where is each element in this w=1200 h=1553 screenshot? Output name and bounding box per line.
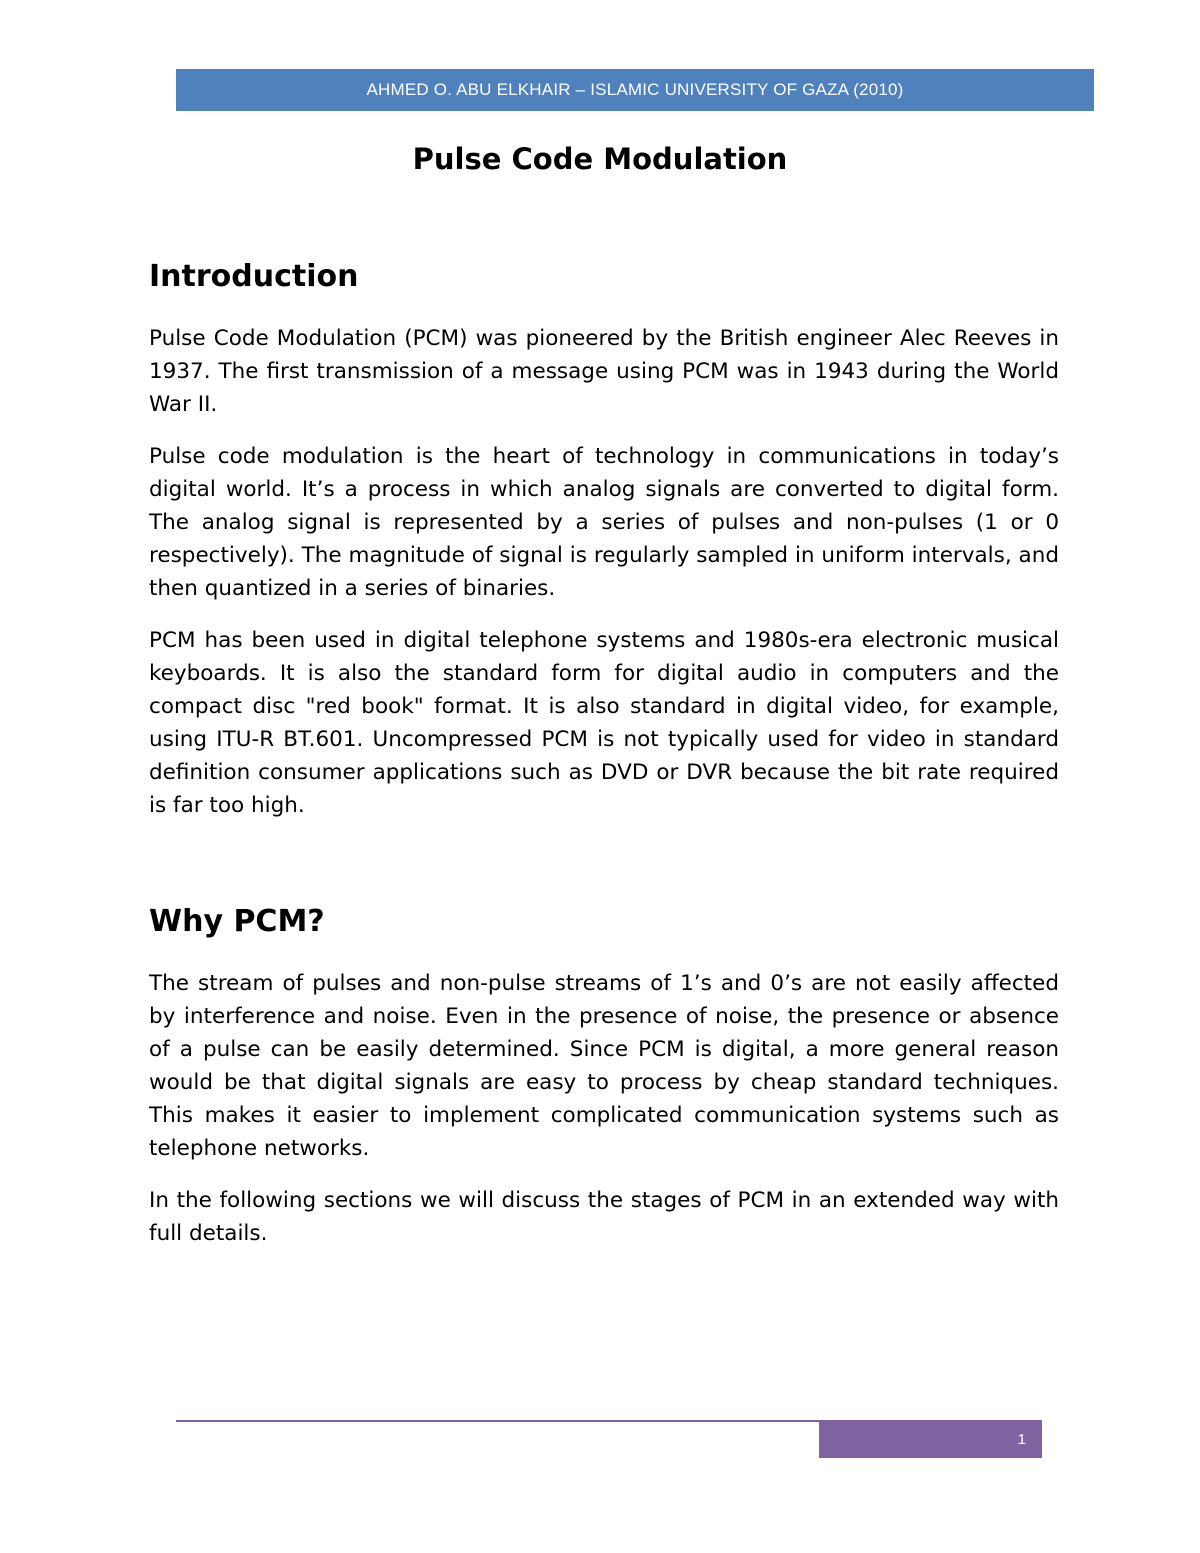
paragraph: In the following sections we will discuss the stages of PCM in an extended way with full details. bbox=[149, 1188, 1059, 1246]
page-header-text: AHMED O. ABU ELKHAIR – ISLAMIC UNIVERSITY OF GAZA (2010) bbox=[366, 80, 904, 99]
footer-rule bbox=[176, 1420, 819, 1422]
paragraph: PCM has been used in digital telephone systems and 1980s-era electronic musical keyboards. It is also the standard form for digital audio in computers and the compact disc "red book" format. It is also standard in digital video, for example, using ITU-R BT.601. Uncompressed PCM is not typically used for video in standard definition consumer applications such as DVD or DVR because the bit rate required is far too high. bbox=[149, 628, 1059, 818]
page-header-bar bbox=[176, 69, 1094, 111]
section-why-pcm bbox=[149, 901, 1059, 1250]
document-title: Pulse Code Modulation bbox=[412, 142, 788, 176]
section-heading: Why PCM? bbox=[149, 904, 325, 939]
page-number-box bbox=[819, 1420, 1042, 1458]
paragraph: The stream of pulses and non-pulse streams of 1’s and 0’s are not easily affected by interference and noise. Even in the presence of noise, the presence or absence of a pulse can be easily determined. Since PCM is digital, a more general reason would be that digital signals are easy to process by cheap standard techniques. This makes it easier to implement complicated communication systems such as telephone networks. bbox=[149, 971, 1059, 1161]
document-body bbox=[149, 256, 1059, 1269]
section-heading: Introduction bbox=[149, 259, 359, 294]
section-introduction bbox=[149, 256, 1059, 822]
paragraph: Pulse code modulation is the heart of technology in communications in today’s digital world. It’s a process in which analog signals are converted to digital form. The analog signal is represented by a series of pulses and non-pulses (1 or 0 respectively). The magnitude of signal is regularly sampled in uniform intervals, and then quantized in a series of binaries. bbox=[149, 444, 1059, 601]
page-number: 1 bbox=[1017, 1430, 1026, 1448]
section-spacer bbox=[149, 841, 1059, 901]
paragraph: Pulse Code Modulation (PCM) was pioneered by the British engineer Alec Reeves in 1937. The first transmission of a message using PCM was in 1943 during the World War II. bbox=[149, 326, 1059, 417]
